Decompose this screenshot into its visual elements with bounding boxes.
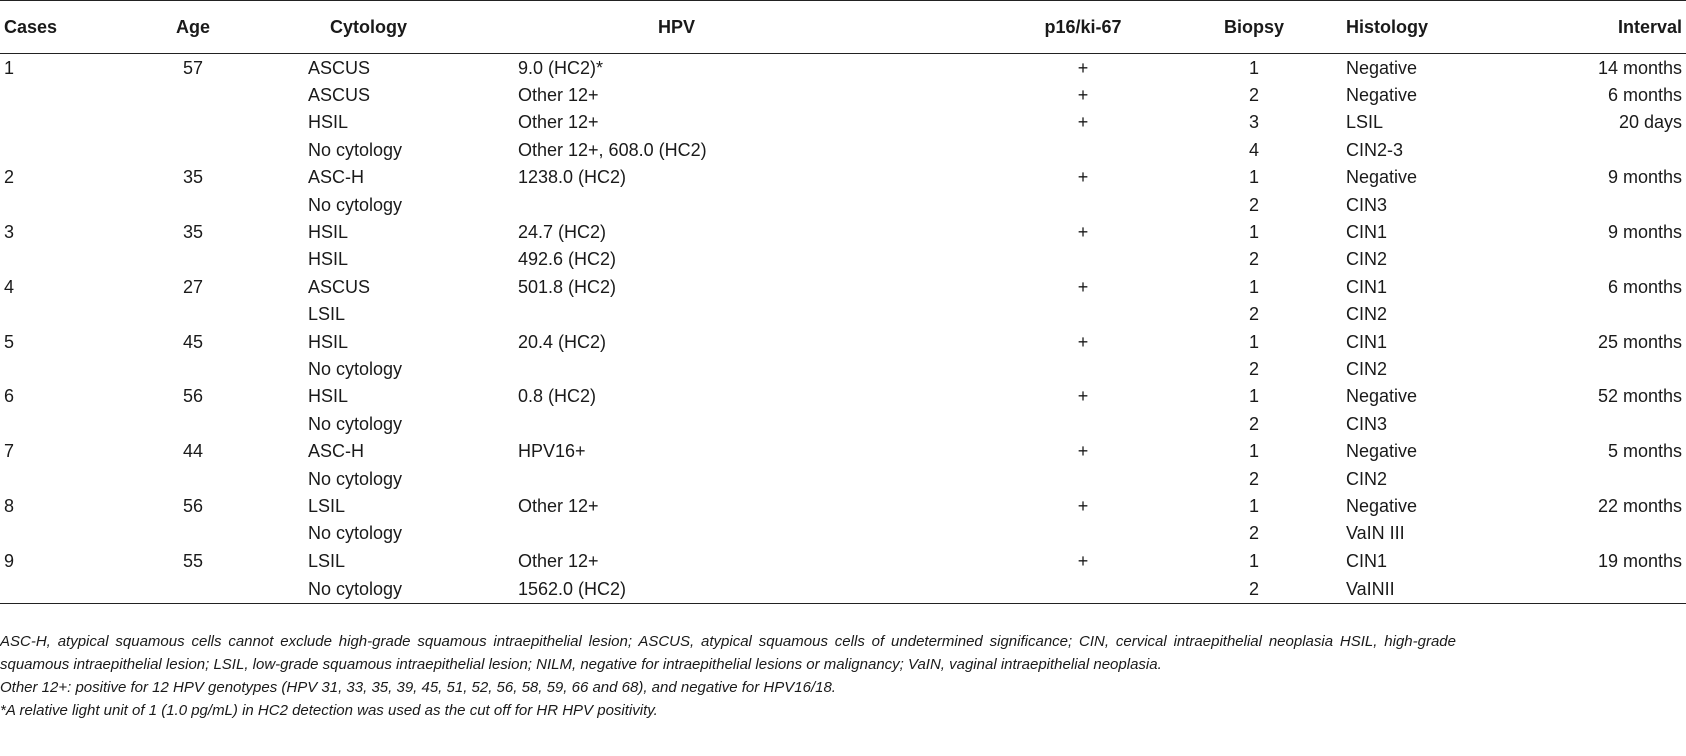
cell-biopsy: 2 [1248, 468, 1259, 489]
cell-hpv [512, 520, 998, 547]
table-row [0, 191, 1686, 218]
cell-histology: CIN2 [1346, 358, 1388, 379]
cell-age: 27 [182, 276, 204, 297]
cell-p16-ki67: + [1077, 57, 1089, 78]
cell-interval: 14 months [1597, 57, 1682, 78]
cell-cytology: No cytology [308, 468, 403, 489]
cell-biopsy: 2 [1248, 85, 1259, 106]
cell-age: 45 [182, 331, 204, 352]
cell-biopsy: 3 [1248, 112, 1259, 133]
header-age: Age [134, 1, 252, 54]
cell-cytology: LSIL [308, 495, 346, 516]
cell-hpv: Other 12+ [518, 495, 599, 516]
cell-hpv: 1238.0 (HC2) [518, 167, 627, 188]
cell-histology: CIN1 [1346, 550, 1388, 571]
table-row [0, 273, 1686, 300]
cell-p16-ki67 [998, 191, 1168, 218]
cell-cases: 7 [4, 441, 15, 462]
cell-age [134, 81, 252, 108]
cell-histology: Negative [1346, 85, 1418, 106]
table-row [0, 246, 1686, 273]
cell-interval [1522, 355, 1686, 382]
cell-histology: Negative [1346, 167, 1418, 188]
cell-cases: 3 [4, 222, 15, 243]
table-row [0, 136, 1686, 163]
table-row [0, 218, 1686, 245]
cell-age: 35 [182, 222, 204, 243]
table-header [0, 1, 1686, 54]
header-interval: Interval [1522, 1, 1686, 54]
table-row [0, 492, 1686, 519]
cell-biopsy: 2 [1248, 194, 1259, 215]
cell-cases [0, 246, 134, 273]
cell-biopsy: 1 [1248, 550, 1259, 571]
cell-p16-ki67 [998, 410, 1168, 437]
cell-cytology: No cytology [252, 574, 512, 604]
cell-age: 56 [182, 495, 204, 516]
cell-cytology: HSIL [308, 112, 349, 133]
cell-age: 44 [182, 441, 204, 462]
cell-biopsy: 2 [1248, 523, 1259, 544]
cell-interval: 5 months [1607, 441, 1682, 462]
cell-cytology: HSIL [308, 331, 349, 352]
cell-histology: LSIL [1346, 112, 1384, 133]
cell-p16-ki67: + [1077, 386, 1089, 407]
cell-histology: CIN1 [1346, 331, 1388, 352]
cell-p16-ki67: + [1077, 112, 1089, 133]
cell-interval: 25 months [1597, 331, 1682, 352]
cell-cytology: No cytology [308, 194, 403, 215]
cell-cytology: No cytology [308, 139, 403, 160]
cell-age [134, 465, 252, 492]
cell-age [134, 574, 252, 604]
header-row [0, 1, 1686, 54]
cell-biopsy: 1 [1248, 495, 1259, 516]
cell-cytology: No cytology [308, 413, 403, 434]
cell-interval [1522, 301, 1686, 328]
cell-cases: 1 [4, 57, 15, 78]
cell-histology: CIN3 [1346, 194, 1388, 215]
cell-cases: 6 [4, 386, 15, 407]
cell-cytology: ASC-H [308, 167, 365, 188]
cell-cytology: No cytology [308, 523, 403, 544]
table-row [0, 574, 1686, 604]
table-row [0, 520, 1686, 547]
header-cytology: Cytology [252, 1, 512, 54]
cell-age [134, 520, 252, 547]
table-row [0, 54, 1686, 82]
cell-p16-ki67 [998, 355, 1168, 382]
cell-cases [0, 136, 134, 163]
cell-p16-ki67: + [1077, 441, 1089, 462]
cell-cytology: ASC-H [308, 441, 365, 462]
cell-cases [0, 191, 134, 218]
footnote-cutoff: *A relative light unit of 1 (1.0 pg/mL) in HC2 detection was used as the cut off for HR HPV positivity. [0, 702, 658, 719]
cell-hpv [512, 410, 998, 437]
table-row [0, 109, 1686, 136]
cell-biopsy: 2 [1248, 249, 1259, 270]
cell-age [134, 410, 252, 437]
cell-histology: CIN2 [1346, 468, 1388, 489]
cell-interval: 52 months [1597, 386, 1682, 407]
cell-hpv: 492.6 (HC2) [518, 249, 617, 270]
cell-biopsy: 1 [1248, 441, 1259, 462]
cell-cytology: ASCUS [308, 85, 371, 106]
cell-biopsy: 2 [1248, 304, 1259, 325]
cell-biopsy: 2 [1248, 358, 1259, 379]
cell-age [134, 136, 252, 163]
cell-p16-ki67 [998, 574, 1168, 604]
cell-hpv: 9.0 (HC2)* [518, 57, 604, 78]
cell-biopsy: 2 [1248, 413, 1259, 434]
table-footnotes [0, 630, 1456, 722]
table-row [0, 465, 1686, 492]
header-p16-ki67: p16/ki-67 [998, 1, 1168, 54]
cell-cytology: LSIL [308, 304, 346, 325]
cell-biopsy: 1 [1248, 276, 1259, 297]
table-row [0, 547, 1686, 574]
cell-biopsy: 1 [1248, 386, 1259, 407]
cell-p16-ki67: + [1077, 85, 1089, 106]
cell-age [134, 246, 252, 273]
cell-interval [1522, 136, 1686, 163]
cell-interval: 6 months [1607, 85, 1682, 106]
cell-histology: CIN2 [1346, 249, 1388, 270]
cell-hpv: 1562.0 (HC2) [512, 574, 998, 604]
table-row [0, 81, 1686, 108]
cell-cases: 2 [4, 167, 15, 188]
cell-biopsy: 1 [1248, 331, 1259, 352]
cell-cases [0, 465, 134, 492]
cell-hpv: Other 12+ [518, 550, 599, 571]
cell-biopsy: 1 [1248, 222, 1259, 243]
table-row [0, 410, 1686, 437]
cell-cases [0, 301, 134, 328]
cell-hpv: HPV16+ [518, 441, 586, 462]
cell-cases: 9 [4, 550, 15, 571]
cell-cases [0, 81, 134, 108]
cell-biopsy: 4 [1248, 139, 1259, 160]
cell-biopsy: 2 [1168, 574, 1340, 604]
cell-interval: 22 months [1597, 495, 1682, 516]
cell-histology: VaINII [1340, 574, 1522, 604]
cell-p16-ki67 [998, 136, 1168, 163]
table-row [0, 355, 1686, 382]
cell-histology: Negative [1346, 441, 1418, 462]
table-body [0, 54, 1686, 604]
cell-interval: 9 months [1607, 167, 1682, 188]
cell-cases: 8 [4, 495, 15, 516]
header-hpv: HPV [512, 1, 998, 54]
cell-age [134, 355, 252, 382]
table-row [0, 383, 1686, 410]
cell-hpv: 501.8 (HC2) [518, 276, 617, 297]
cell-cytology: HSIL [308, 222, 349, 243]
cell-histology: Negative [1346, 57, 1418, 78]
cell-hpv [512, 191, 998, 218]
cell-cases [0, 109, 134, 136]
cell-histology: CIN1 [1346, 222, 1388, 243]
cell-histology: VaIN III [1346, 523, 1405, 544]
table-row [0, 437, 1686, 464]
cell-p16-ki67 [998, 246, 1168, 273]
cell-age: 35 [182, 167, 204, 188]
cell-hpv: Other 12+ [518, 85, 599, 106]
cell-hpv: 0.8 (HC2) [518, 386, 597, 407]
cell-cytology: HSIL [308, 249, 349, 270]
cell-hpv [512, 465, 998, 492]
cell-hpv: 24.7 (HC2) [518, 222, 607, 243]
cell-histology: CIN1 [1346, 276, 1388, 297]
cell-p16-ki67: + [1077, 331, 1089, 352]
cell-age: 56 [182, 386, 204, 407]
table-row [0, 301, 1686, 328]
cell-p16-ki67: + [1077, 550, 1089, 571]
cell-cytology: ASCUS [308, 276, 371, 297]
cell-age [134, 191, 252, 218]
cell-cases [0, 574, 134, 604]
cell-interval: 6 months [1607, 276, 1682, 297]
cell-cases [0, 410, 134, 437]
header-biopsy: Biopsy [1168, 1, 1340, 54]
cell-hpv [512, 301, 998, 328]
cell-histology: CIN3 [1346, 413, 1388, 434]
cell-p16-ki67 [998, 465, 1168, 492]
cell-hpv: Other 12+ [518, 112, 599, 133]
footnote-abbreviations: ASC-H, atypical squamous cells cannot exclude high-grade squamous intraepithelial lesion; ASCUS, atypical squamous cells of undetermined significance; CIN, cervical intraepithelial neoplasia HSIL, high-grade squamous intraepithelial lesion; LSIL, low-grade squamous intraepithelial lesion; NILM, negative for intraepithelial lesions or malignancy; VaIN, vaginal intraepithelial neoplasia. [0, 633, 1456, 673]
cell-histology: Negative [1346, 495, 1418, 516]
cell-p16-ki67: + [1077, 276, 1089, 297]
cell-histology: CIN2-3 [1346, 139, 1404, 160]
cell-p16-ki67 [998, 520, 1168, 547]
cell-cytology: LSIL [308, 550, 346, 571]
footnote-other-12: Other 12+: positive for 12 HPV genotypes (HPV 31, 33, 35, 39, 45, 51, 52, 56, 58, 59, 66 and 68), and negative for HPV16/18. [0, 679, 836, 696]
cell-interval [1522, 191, 1686, 218]
table-row [0, 328, 1686, 355]
cell-interval: 20 days [1618, 112, 1682, 133]
cell-cases [0, 355, 134, 382]
cell-cases: 4 [4, 276, 15, 297]
cell-p16-ki67: + [1077, 495, 1089, 516]
cell-interval [1522, 246, 1686, 273]
cell-interval [1522, 574, 1686, 604]
cell-cytology: No cytology [308, 358, 403, 379]
cell-interval [1522, 410, 1686, 437]
cell-age: 57 [182, 57, 204, 78]
cell-histology: CIN2 [1346, 304, 1388, 325]
cell-cytology: ASCUS [308, 57, 371, 78]
cell-biopsy: 1 [1248, 57, 1259, 78]
cell-cases [0, 520, 134, 547]
table-row [0, 164, 1686, 191]
cell-interval: 9 months [1607, 222, 1682, 243]
header-histology: Histology [1340, 1, 1522, 54]
header-cases: Cases [0, 1, 134, 54]
cell-hpv: Other 12+, 608.0 (HC2) [518, 139, 707, 160]
cell-histology: Negative [1346, 386, 1418, 407]
cell-biopsy: 1 [1248, 167, 1259, 188]
cell-p16-ki67: + [1077, 222, 1089, 243]
cell-interval [1522, 465, 1686, 492]
cell-age: 55 [182, 550, 204, 571]
cell-hpv: 20.4 (HC2) [518, 331, 607, 352]
cell-interval [1522, 520, 1686, 547]
cell-age [134, 301, 252, 328]
cell-cases: 5 [4, 331, 15, 352]
cell-cytology: HSIL [308, 386, 349, 407]
cell-p16-ki67 [998, 301, 1168, 328]
cell-interval: 19 months [1597, 550, 1682, 571]
cell-p16-ki67: + [1077, 167, 1089, 188]
cell-hpv [512, 355, 998, 382]
cell-age [134, 109, 252, 136]
